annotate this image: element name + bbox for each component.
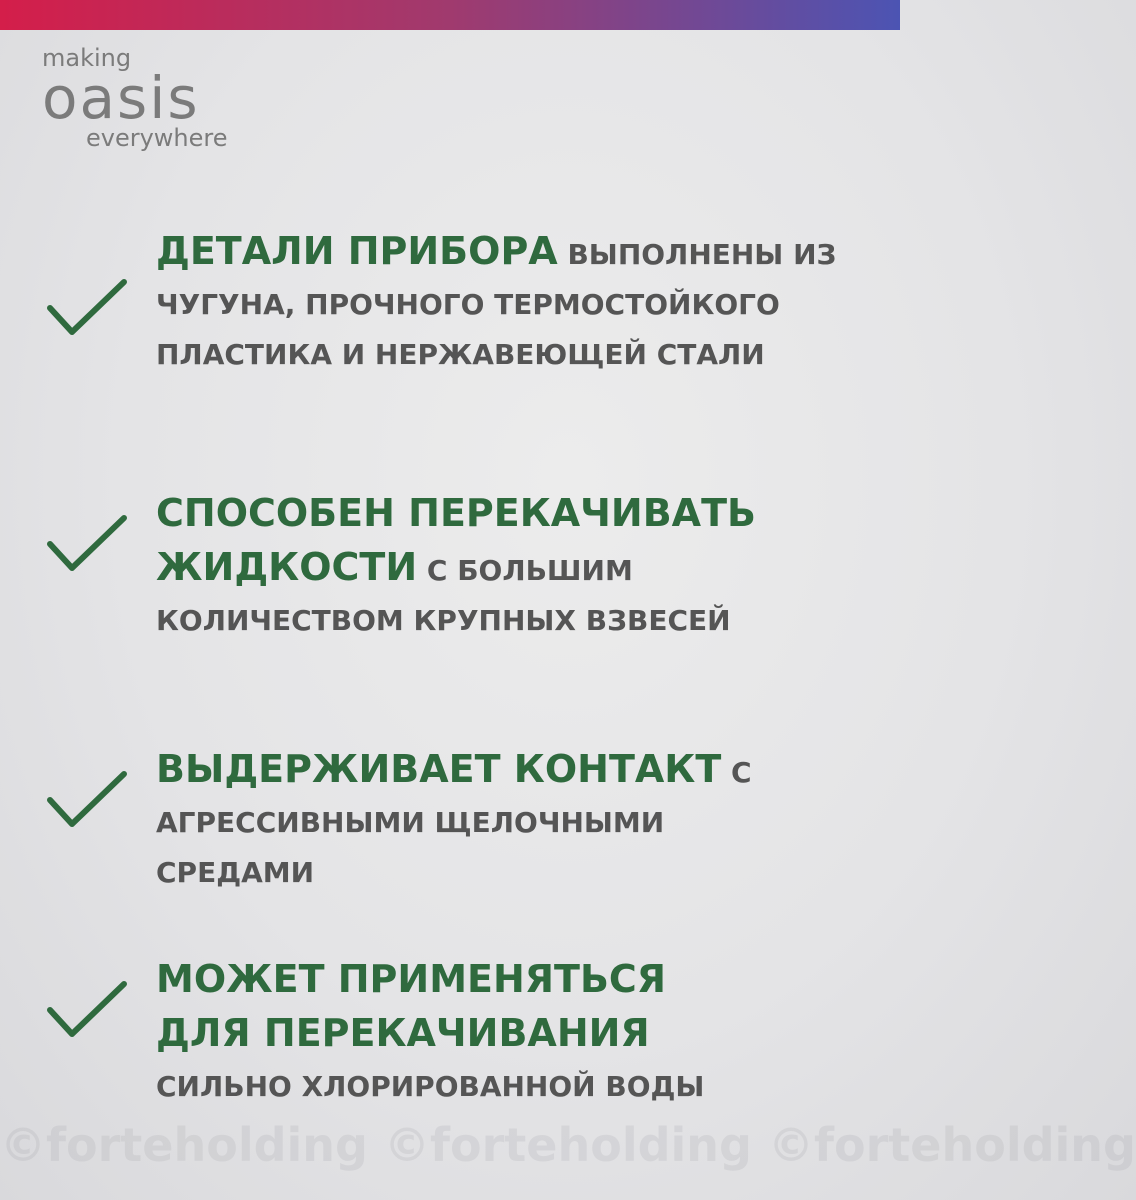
feature-description: ВЫПОЛНЕНЫ ИЗ ЧУГУНА, ПРОЧНОГО ТЕРМОСТОЙКОГО ПЛАСТИКА И НЕРЖАВЕЮЩЕЙ СТАЛИ xyxy=(156,238,837,371)
checkmark-icon xyxy=(46,514,128,574)
top-gradient-bar xyxy=(0,0,900,30)
feature-text xyxy=(156,488,836,646)
feature-highlight: ДЕТАЛИ ПРИБОРА xyxy=(156,229,558,273)
feature-text xyxy=(156,954,756,1112)
logo-line-making: making xyxy=(42,44,132,72)
feature-highlight: МОЖЕТ ПРИМЕНЯТЬСЯ ДЛЯ ПЕРЕКАЧИВАНИЯ xyxy=(156,957,667,1055)
logo-line-everywhere: everywhere xyxy=(86,124,228,152)
checkmark-icon xyxy=(46,770,128,830)
feature-text xyxy=(156,226,886,380)
checkmark-icon xyxy=(46,980,128,1040)
watermark: ©forteholding ©forteholding ©forteholding xyxy=(0,1118,1136,1172)
feature-description: С БОЛЬШИМ КОЛИЧЕСТВОМ КРУПНЫХ ВЗВЕСЕЙ xyxy=(156,554,731,637)
logo-line-oasis: oasis xyxy=(42,64,200,132)
feature-text xyxy=(156,744,796,898)
checkmark-icon xyxy=(46,278,128,338)
feature-highlight: СПОСОБЕН ПЕРЕКАЧИВАТЬ ЖИДКОСТИ xyxy=(156,491,756,589)
feature-highlight: ВЫДЕРЖИВАЕТ КОНТАКТ xyxy=(156,747,722,791)
feature-description: С АГРЕССИВНЫМИ ЩЕЛОЧНЫМИ СРЕДАМИ xyxy=(156,756,752,889)
brand-logo xyxy=(42,44,228,152)
feature-description: СИЛЬНО ХЛОРИРОВАННОЙ ВОДЫ xyxy=(156,1070,705,1103)
